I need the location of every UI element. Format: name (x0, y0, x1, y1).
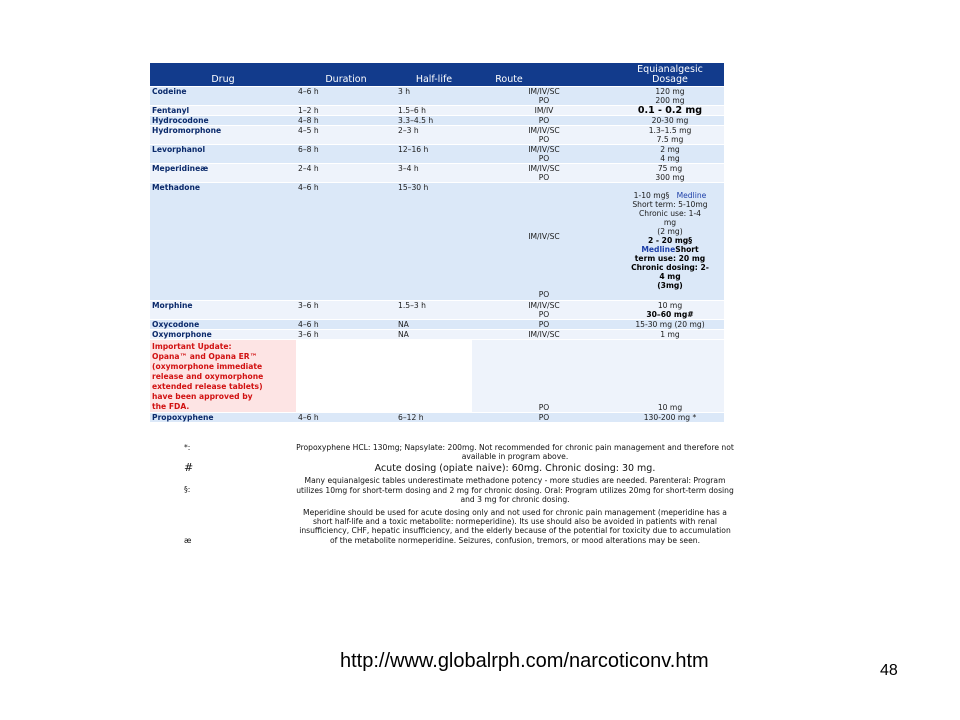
dosage-value: 1.3–1.5 mg (648, 126, 692, 135)
notice-line: (oxymorphone immediate (152, 362, 263, 371)
notice-line: Opana™ and Opana ER™ (152, 352, 258, 361)
dosage-cell (616, 106, 724, 116)
route-value: PO (538, 135, 550, 144)
duration-cell: 3–6 h (296, 330, 396, 340)
footnotes (150, 443, 800, 547)
dosage-line: (2 mg) (657, 227, 683, 236)
dosage-value: 1-10 mg§ (633, 191, 670, 200)
footnote-text (230, 476, 800, 504)
header-route: Route (472, 63, 546, 87)
dosage-line: Chronic dosing: 2- (631, 263, 709, 272)
dosage-cell: 1 mg (616, 330, 724, 340)
route-cell (472, 164, 616, 183)
duration-cell: 2–4 h (296, 164, 396, 183)
table-row (150, 87, 724, 106)
dosage-line: Chronic use: 1-4 (638, 209, 702, 218)
footnote-line: Many equianalgesic tables underestimate methadone potency - more studies are needed. Parenteral: Program (304, 476, 726, 486)
notice-line: extended release tablets) (152, 382, 263, 391)
dosage-line: term use: 20 mg (634, 254, 706, 263)
dosage-line (618, 191, 722, 200)
table-row (150, 183, 724, 301)
duration-cell: 4–6 h (296, 320, 396, 330)
drug-name: Oxycodone (150, 320, 296, 330)
route-value: PO (538, 173, 550, 182)
route-value: IM/IV/SC (528, 301, 560, 310)
table-row (150, 106, 724, 116)
medline-link[interactable]: Medline (676, 191, 707, 200)
dosage-value: 30–60 mg# (646, 310, 694, 319)
half-life-cell: 6–12 h (396, 413, 472, 423)
half-life-cell: 3.3–4.5 h (396, 116, 472, 126)
equianalgesic-table-container (150, 63, 724, 423)
footnote-line: Meperidine should be used for acute dosing only and not used for chronic pain management (meperidine has a (303, 508, 727, 518)
drug-name: Fentanyl (150, 106, 296, 116)
half-life-cell: 15–30 h (396, 183, 472, 301)
header-dosage (616, 63, 724, 87)
footnote-symbol: # (184, 461, 194, 475)
header-spacer (546, 63, 616, 87)
route-value: IM/IV/SC (528, 164, 560, 173)
header-drug: Drug (150, 63, 296, 87)
footnote-line: insufficiency, CHF, hepatic insufficiency, and the elderly because of the potential for toxicity due to accumulation (299, 526, 731, 536)
notice-line: the FDA. (152, 402, 190, 411)
route-cell: PO (472, 320, 616, 330)
route-cell: PO (472, 116, 616, 126)
footnote-line: Propoxyphene HCL: 130mg; Napsylate: 200mg. Not recommended for chronic pain management and therefore not (296, 443, 734, 452)
dosage-cell: 15-30 mg (20 mg) (616, 320, 724, 330)
duration-cell: 1–2 h (296, 106, 396, 116)
route-cell (472, 87, 616, 106)
drug-name: Propoxyphene (150, 413, 296, 423)
notice-line: have been approved by (152, 392, 253, 401)
table-row (150, 301, 724, 320)
half-life-cell: 1.5–6 h (396, 106, 472, 116)
footnote-text (230, 508, 800, 545)
footnote-line: utilizes 10mg for short-term dosing and 2 mg for chronic dosing. Oral: Program utilizes 20mg for short-term dosing (296, 485, 734, 495)
notice-line: Important Update: (152, 342, 232, 351)
drug-name: Morphine (150, 301, 296, 320)
footnote-line: of the metabolite normeperidine. Seizures, confusion, tremors, or mood alterations may be seen. (330, 535, 700, 545)
table-row (150, 413, 724, 423)
dosage-cell (616, 301, 724, 320)
fda-update-notice (150, 340, 296, 413)
dosage-value: 75 mg (657, 164, 683, 173)
duration-cell: 4–6 h (296, 87, 396, 106)
route-value: PO (538, 310, 550, 319)
dosage-value: 120 mg (655, 87, 685, 96)
blank-cell (296, 340, 472, 413)
footnote-symbol: *: (184, 443, 191, 452)
drug-name: Levorphanol (150, 145, 296, 164)
route-cell: PO (472, 413, 616, 423)
dosage-line: Short term: 5-10mg (632, 200, 708, 209)
dosage-cell: 10 mg (616, 340, 724, 413)
dosage-cell (616, 126, 724, 145)
drug-name: Hydrocodone (150, 116, 296, 126)
table-row (150, 116, 724, 126)
notice-line: release and oxymorphone (152, 372, 264, 381)
header-duration: Duration (296, 63, 396, 87)
dosage-line: 4 mg (659, 272, 681, 281)
footnote-line: and 3 mg for chronic dosing. (460, 494, 570, 504)
route-cell (472, 126, 616, 145)
duration-cell: 3–6 h (296, 301, 396, 320)
table-row (150, 330, 724, 340)
route-cell (472, 145, 616, 164)
table-header-row (150, 63, 724, 87)
dosage-value: 10 mg (657, 301, 683, 310)
footnote-line: short half-life and a toxic metabolite: normeperidine). Its use should also be avoided in patients with renal (312, 517, 718, 527)
dosage-line: mg (663, 218, 677, 227)
duration-cell: 4–8 h (296, 116, 396, 126)
duration-cell: 6–8 h (296, 145, 396, 164)
dosage-cell (616, 164, 724, 183)
footnote-propoxyphene (150, 443, 800, 461)
source-url: http://www.globalrph.com/narcoticonv.htm (340, 650, 709, 672)
dosage-cell (616, 145, 724, 164)
table-row (150, 320, 724, 330)
route-cell (472, 183, 616, 301)
half-life-cell: NA (396, 320, 472, 330)
half-life-cell: 1.5–3 h (396, 301, 472, 320)
drug-name: Meperidineæ (150, 164, 296, 183)
route-value: PO (538, 154, 550, 163)
route-cell (472, 301, 616, 320)
footnote-line: Acute dosing (opiate naive): 60mg. Chronic dosing: 30 mg. (374, 463, 656, 475)
duration-cell: 4–5 h (296, 126, 396, 145)
route-value: PO (538, 290, 550, 299)
dosage-value: 7.5 mg (656, 135, 684, 144)
dosage-value: 4 mg (660, 154, 680, 163)
route-value: PO (538, 96, 550, 105)
route-value: IM/IV/SC (528, 126, 560, 135)
route-value: IM/IV/SC (528, 87, 560, 96)
dosage-cell: 20-30 mg (616, 116, 724, 126)
dosage-line: 2 - 20 mg§ (647, 236, 693, 245)
header-dosage-line2: Dosage (652, 74, 688, 85)
medline-link[interactable]: Medline (641, 245, 676, 254)
header-half-life: Half-life (396, 63, 472, 87)
table-row (150, 145, 724, 164)
half-life-cell: NA (396, 330, 472, 340)
table-row (150, 340, 724, 413)
route-value: IM/IV/SC (528, 145, 560, 154)
footnote-meperidine (150, 508, 800, 545)
header-dosage-line1: Equianalgesic (637, 64, 703, 75)
dosage-line: (3mg) (657, 281, 683, 290)
table-row (150, 126, 724, 145)
half-life-cell: 2–3 h (396, 126, 472, 145)
equianalgesic-table (150, 63, 724, 423)
route-value: IM/IV/SC (528, 232, 560, 241)
footnote-symbol: §: (184, 485, 191, 495)
dosage-cell (616, 87, 724, 106)
half-life-cell: 3–4 h (396, 164, 472, 183)
footnote-text (230, 463, 800, 474)
drug-name: Oxymorphone (150, 330, 296, 340)
dosage-line (618, 245, 722, 254)
route-cell: PO (472, 340, 616, 413)
duration-cell: 4–6 h (296, 413, 396, 423)
drug-name: Methadone (150, 183, 296, 301)
half-life-cell: 12–16 h (396, 145, 472, 164)
table-row (150, 164, 724, 183)
footnote-morphine (150, 463, 800, 474)
drug-name: Hydromorphone (150, 126, 296, 145)
footnote-text (230, 443, 800, 461)
route-cell: IM/IV (472, 106, 616, 116)
footnote-line: available in program above. (461, 452, 569, 462)
drug-name: Codeine (150, 87, 296, 106)
dosage-value: 0.1 - 0.2 mg (637, 105, 703, 116)
dosage-value: Short (675, 245, 699, 254)
dosage-cell: 130-200 mg * (616, 413, 724, 423)
half-life-cell: 3 h (396, 87, 472, 106)
page-number: 48 (880, 662, 898, 679)
dosage-value: 200 mg (655, 96, 685, 105)
dosage-value: 2 mg (660, 145, 680, 154)
footnote-methadone (150, 476, 800, 504)
route-cell: IM/IV/SC (472, 330, 616, 340)
dosage-cell (616, 183, 724, 301)
duration-cell: 4–6 h (296, 183, 396, 301)
dosage-value: 300 mg (655, 173, 685, 182)
footnote-symbol: æ (184, 536, 192, 546)
